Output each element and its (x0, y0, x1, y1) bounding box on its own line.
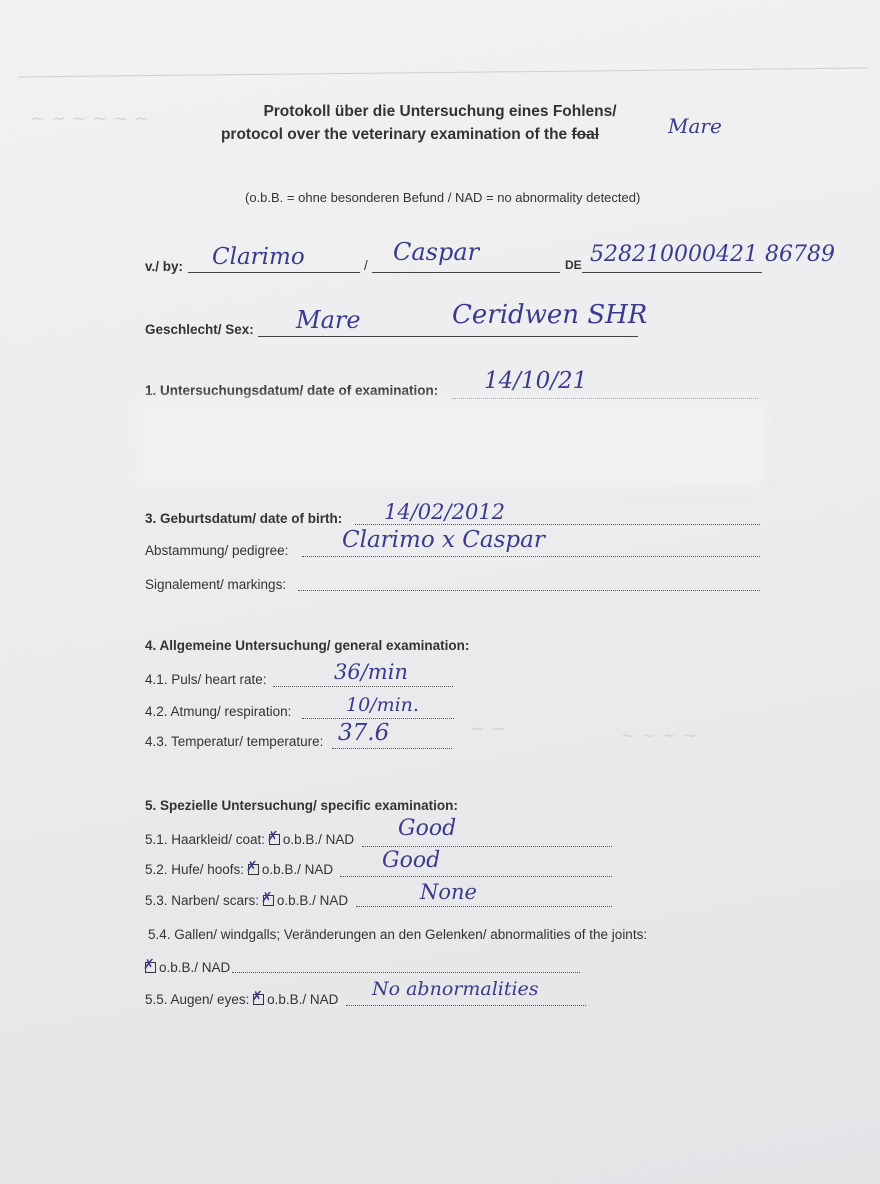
redacted-section (135, 398, 765, 486)
specific-heading: 5. Spezielle Untersuchung/ specific examination: (145, 798, 458, 813)
birth-date-dots (355, 524, 760, 525)
by-label: v./ by: (145, 259, 184, 274)
hoofs-nad: o.b.B./ NAD (261, 862, 334, 877)
joints-nad: o.b.B./ NAD (159, 960, 231, 975)
sex-line (258, 336, 638, 337)
by-dam-sire: Caspar (393, 238, 480, 266)
joints-row (145, 960, 230, 975)
eyes-nad: o.b.B./ NAD (267, 992, 339, 1007)
joints-checkbox[interactable] (145, 962, 156, 973)
pedigree-dots (302, 556, 760, 557)
legend: (o.b.B. = ohne besonderen Befund / NAD = no abnormality detected) (245, 190, 641, 205)
horse-name: Ceridwen SHR (452, 300, 648, 330)
hoofs-dots (340, 876, 612, 877)
eyes-checkbox[interactable] (253, 994, 264, 1005)
birth-date-value: 14/02/2012 (384, 500, 506, 524)
title-correction: Mare (668, 114, 722, 138)
temp-dots (332, 748, 452, 749)
pulse-label: 4.1. Puls/ heart rate: (145, 672, 267, 687)
by-separator: / (364, 258, 368, 273)
hoofs-label: 5.2. Hufe/ hoofs: (145, 862, 245, 877)
resp-dots (302, 718, 454, 719)
coat-nad: o.b.B./ NAD (282, 832, 355, 847)
eyes-row (145, 992, 338, 1007)
coat-checkbox[interactable] (269, 834, 280, 845)
resp-value: 10/min. (346, 694, 419, 716)
coat-label: 5.1. Haarkleid/ coat: (145, 832, 266, 847)
pulse-dots (273, 686, 453, 687)
exam-date-label: 1. Untersuchungsdatum/ date of examination: (145, 383, 439, 398)
fold-line (18, 68, 868, 78)
scars-checkbox[interactable] (263, 895, 274, 906)
markings-dots (298, 590, 760, 591)
title-english-prefix: protocol over the veterinary examination of the (220, 126, 568, 143)
joints-label: 5.4. Gallen/ windgalls; Veränderungen an den Gelenken/ abnormalities of the joints: (148, 927, 648, 942)
pulse-value: 36/min (334, 660, 408, 684)
hoofs-value: Good (382, 848, 441, 873)
sex-label: Geschlecht/ Sex: (145, 322, 254, 337)
de-line (582, 272, 762, 273)
by-line-2 (372, 272, 560, 273)
sex-value: Mare (296, 306, 361, 334)
bleed-through-text: ~ ~ (470, 718, 506, 739)
temp-label: 4.3. Temperatur/ temperature: (145, 734, 324, 749)
coat-dots (362, 846, 612, 847)
by-sire: Clarimo (212, 244, 305, 270)
coat-value: Good (398, 816, 457, 841)
pedigree-label: Abstammung/ pedigree: (145, 543, 289, 558)
scars-dots (356, 906, 612, 907)
exam-date-value: 14/10/21 (484, 368, 588, 394)
title-german: Protokoll über die Untersuchung eines Fohlens/ (263, 103, 617, 120)
coat-row (145, 832, 354, 847)
hoofs-checkbox[interactable] (248, 864, 259, 875)
by-line (188, 272, 360, 273)
temp-value: 37.6 (338, 720, 390, 746)
de-number: 528210000421 86789 (590, 242, 835, 267)
bleed-through-text: ~ ~ ~ ~ ~ ~ (30, 108, 150, 129)
eyes-dots (346, 1005, 586, 1006)
scars-value: None (420, 880, 477, 904)
hoofs-row (145, 862, 333, 877)
scars-label: 5.3. Narben/ scars: (145, 893, 260, 908)
scars-row (145, 893, 348, 908)
de-label: DE (565, 258, 582, 272)
birth-date-label: 3. Geburtsdatum/ date of birth: (145, 511, 343, 526)
joints-dots (232, 972, 580, 973)
eyes-value: No abnormalities (372, 978, 539, 1000)
title-english (0, 126, 850, 144)
scars-nad: o.b.B./ NAD (276, 893, 349, 908)
bleed-through-text: ~ ~ ~ ~ (620, 725, 698, 746)
markings-label: Signalement/ markings: (145, 577, 287, 592)
eyes-label: 5.5. Augen/ eyes: (145, 992, 250, 1007)
title-struck-word: foal (571, 126, 600, 143)
resp-label: 4.2. Atmung/ respiration: (145, 704, 292, 719)
pedigree-value: Clarimo x Caspar (342, 527, 545, 553)
general-heading: 4. Allgemeine Untersuchung/ general examination: (145, 638, 470, 653)
